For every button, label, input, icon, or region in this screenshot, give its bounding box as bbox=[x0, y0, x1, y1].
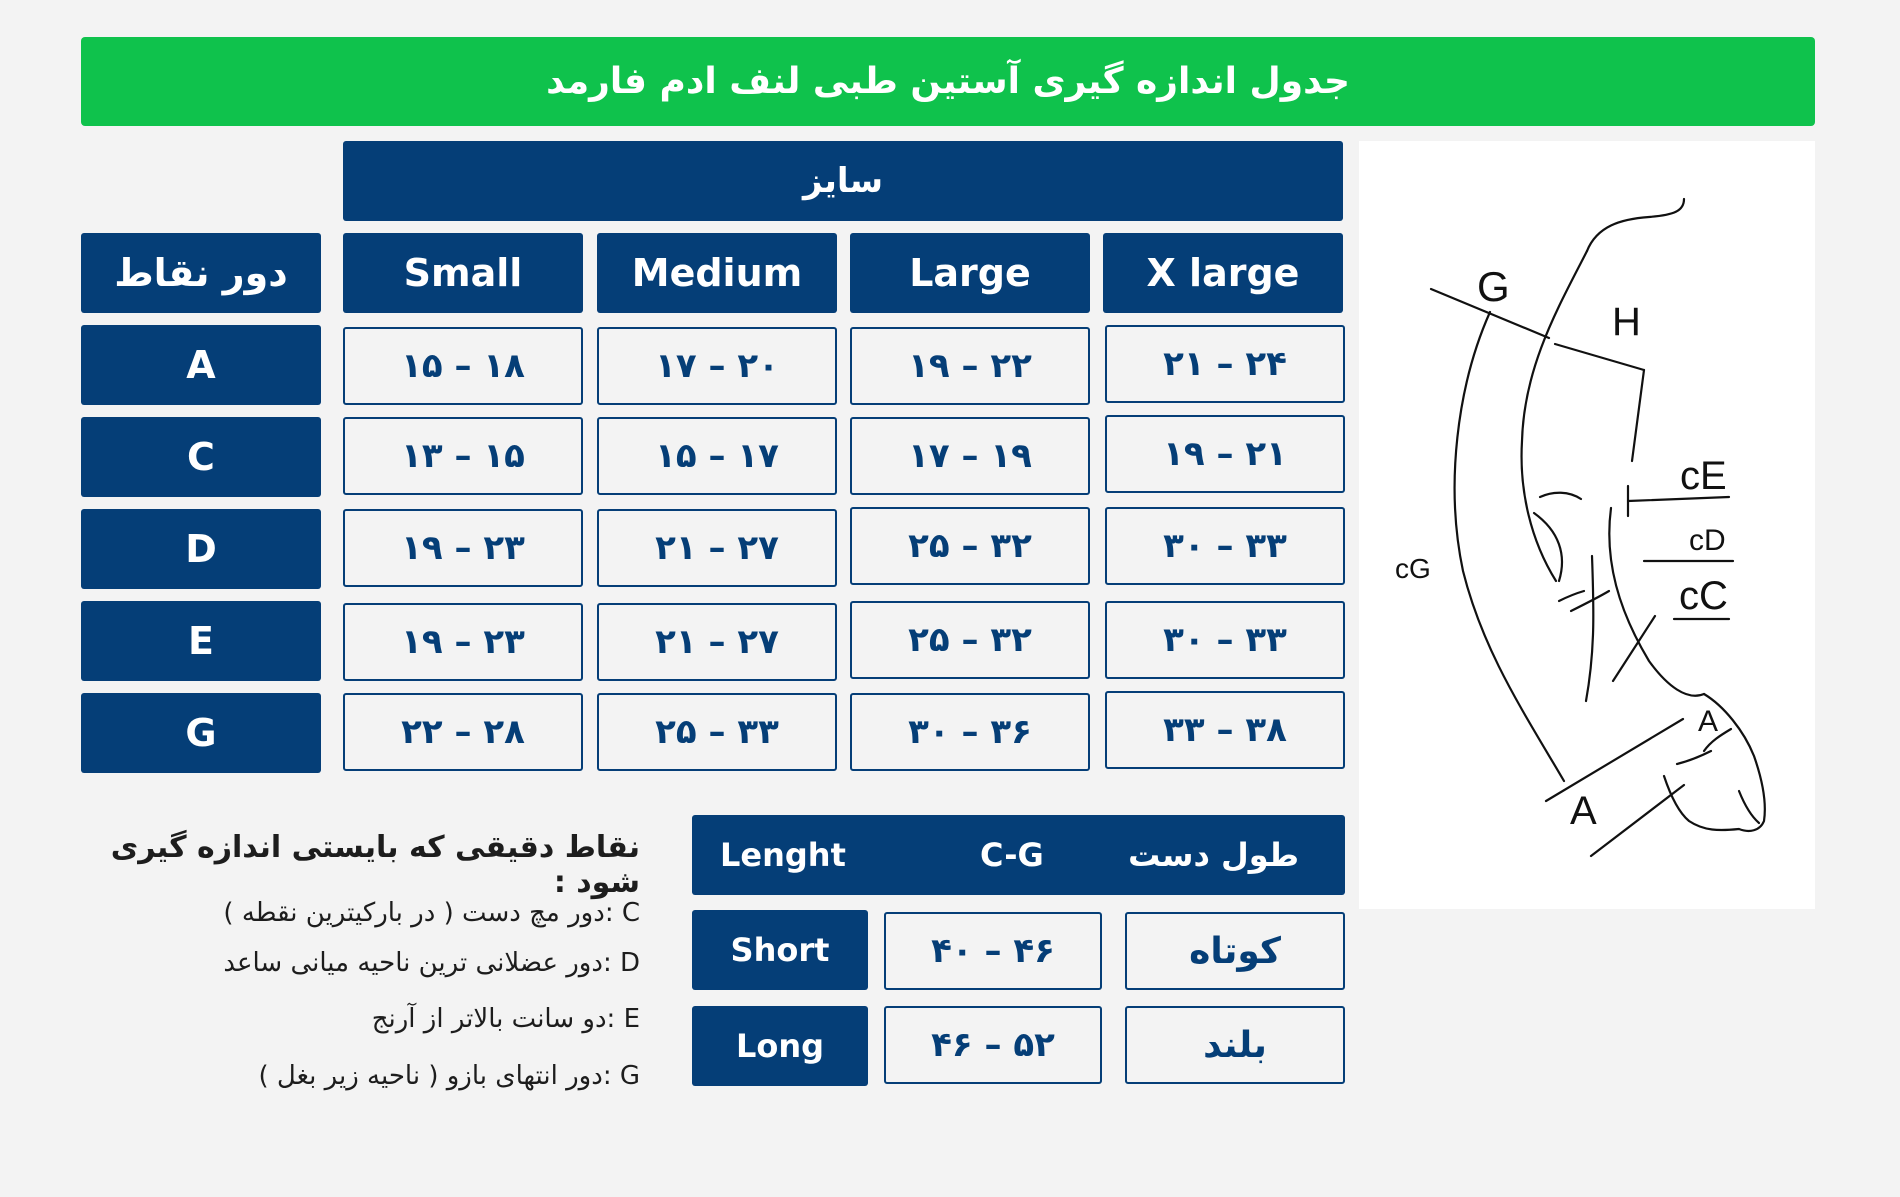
note-key: C : bbox=[604, 898, 640, 928]
elbow-crease bbox=[1540, 493, 1581, 499]
table-cell: ۲۱ – ۲۷ bbox=[597, 509, 837, 587]
shoulder-outline bbox=[1587, 199, 1684, 251]
page-title: جدول اندازه گیری آستین طبی لنف ادم فارمد bbox=[81, 37, 1815, 126]
length-header-fa: طول دست bbox=[1128, 836, 1299, 874]
h-measure-line bbox=[1555, 344, 1644, 370]
arm-diagram bbox=[1359, 141, 1815, 909]
notes-title: نقاط دقیقی که بایستی اندازه گیری شود : bbox=[110, 830, 640, 900]
length-header-en: Lenght bbox=[720, 836, 846, 874]
table-cell: ۳۰ – ۳۳ bbox=[1105, 601, 1345, 679]
table-cell: ۱۵ – ۱۸ bbox=[343, 327, 583, 405]
wrist-crease bbox=[1677, 751, 1711, 764]
label-cc: cC bbox=[1679, 574, 1728, 618]
table-cell: ۳۰ – ۳۳ bbox=[1105, 507, 1345, 585]
label-cd: cD bbox=[1689, 524, 1726, 557]
table-cell: ۲۱ – ۲۷ bbox=[597, 603, 837, 681]
label-a-hand: A bbox=[1698, 705, 1719, 738]
row-head-c: C bbox=[81, 417, 321, 497]
size-header: سایز bbox=[343, 141, 1343, 221]
table-cell: ۱۹ – ۲۲ bbox=[850, 327, 1090, 405]
table-cell: ۱۳ – ۱۵ bbox=[343, 417, 583, 495]
length-header bbox=[692, 815, 1345, 895]
col-small: Small bbox=[343, 233, 583, 313]
length-fa-long: بلند bbox=[1125, 1006, 1345, 1084]
col-xlarge: X large bbox=[1103, 233, 1343, 313]
length-value-long: ۴۶ – ۵۲ bbox=[884, 1006, 1102, 1084]
length-fa-short: کوتاه bbox=[1125, 912, 1345, 990]
note-item bbox=[40, 893, 640, 933]
table-cell: ۲۵ – ۳۲ bbox=[850, 507, 1090, 585]
h-edge-line bbox=[1632, 370, 1644, 461]
row-head-e: E bbox=[81, 601, 321, 681]
forearm-crease-2 bbox=[1559, 591, 1584, 601]
note-text: دور انتهای بازو ( ناحیه زیر بغل ) bbox=[258, 1061, 603, 1091]
note-text: دو سانت بالاتر از آرنج bbox=[371, 1004, 607, 1034]
forearm-inner bbox=[1586, 556, 1593, 701]
note-text: دور عضلانی ترین ناحیه میانی ساعد bbox=[223, 948, 603, 978]
row-head-a: A bbox=[81, 325, 321, 405]
cc-line bbox=[1613, 616, 1655, 681]
table-cell: ۲۱ – ۲۴ bbox=[1105, 325, 1345, 403]
length-header-range: C-G bbox=[980, 836, 1044, 874]
inner-upper-arm bbox=[1522, 251, 1587, 581]
table-cell: ۳۰ – ۳۶ bbox=[850, 693, 1090, 771]
label-h: H bbox=[1612, 300, 1641, 344]
note-text: دور مچ دست ( در بارکیترین نقطه ) bbox=[223, 898, 605, 928]
note-item bbox=[40, 943, 640, 983]
a-lower-line bbox=[1591, 785, 1684, 856]
a-measure-line bbox=[1546, 719, 1683, 801]
length-row-head-short: Short bbox=[692, 910, 868, 990]
table-cell: ۲۲ – ۲۸ bbox=[343, 693, 583, 771]
note-item bbox=[40, 1056, 640, 1096]
length-row-head-long: Long bbox=[692, 1006, 868, 1086]
note-key: E : bbox=[606, 1004, 640, 1034]
table-cell: ۳۳ – ۳۸ bbox=[1105, 691, 1345, 769]
note-key: D : bbox=[602, 948, 640, 978]
note-item bbox=[40, 999, 640, 1039]
points-header: دور نقاط bbox=[81, 233, 321, 313]
length-value-short: ۴۰ – ۴۶ bbox=[884, 912, 1102, 990]
label-cg: cG bbox=[1395, 553, 1431, 584]
row-head-g: G bbox=[81, 693, 321, 773]
table-cell: ۱۷ – ۲۰ bbox=[597, 327, 837, 405]
label-ce: cE bbox=[1680, 454, 1727, 498]
table-cell: ۱۹ – ۲۳ bbox=[343, 509, 583, 587]
col-medium: Medium bbox=[597, 233, 837, 313]
outer-arm-outline bbox=[1455, 312, 1564, 781]
arm-diagram-panel bbox=[1359, 141, 1815, 909]
table-cell: ۱۷ – ۱۹ bbox=[850, 417, 1090, 495]
table-cell: ۱۵ – ۱۷ bbox=[597, 417, 837, 495]
finger-line bbox=[1739, 791, 1759, 823]
note-key: G : bbox=[602, 1061, 640, 1091]
table-cell: ۲۵ – ۳۳ bbox=[597, 693, 837, 771]
table-cell: ۱۹ – ۲۱ bbox=[1105, 415, 1345, 493]
table-cell: ۲۵ – ۳۲ bbox=[850, 601, 1090, 679]
label-g: G bbox=[1477, 263, 1510, 310]
col-large: Large bbox=[850, 233, 1090, 313]
label-a-wrist: A bbox=[1570, 789, 1597, 833]
row-head-d: D bbox=[81, 509, 321, 589]
table-cell: ۱۹ – ۲۳ bbox=[343, 603, 583, 681]
